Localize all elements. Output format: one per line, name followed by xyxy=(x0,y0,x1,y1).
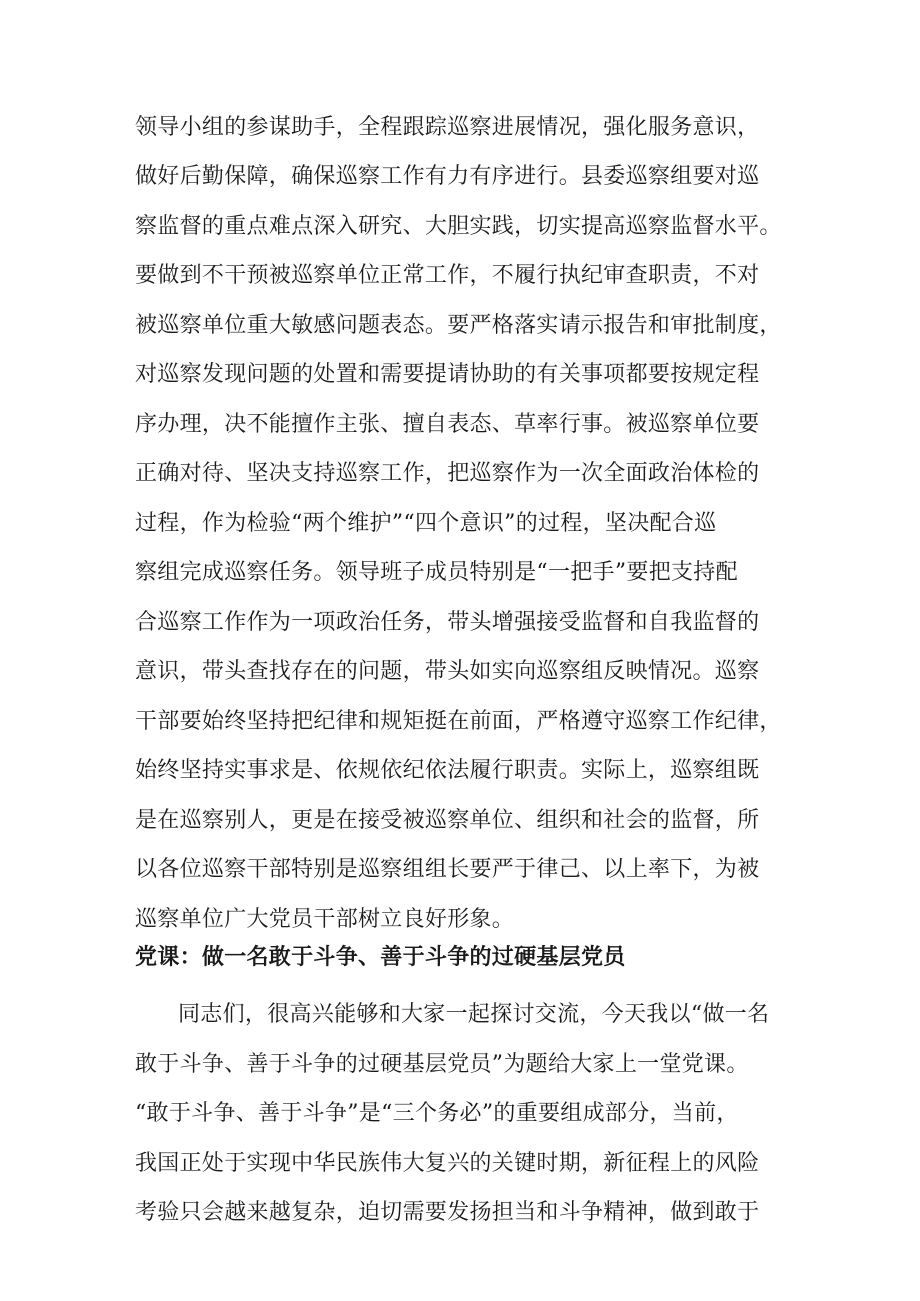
paragraph-line: 做好后勤保障，确保巡察工作有力有序进行。县委巡察组要对巡 xyxy=(135,164,760,189)
paragraph-line: 是在巡察别人，更是在接受被巡察单位、组织和社会的监督，所 xyxy=(135,808,760,833)
paragraph-line: 正确对待、坚决支持巡察工作，把巡察作为一次全面政治体检的 xyxy=(135,461,760,486)
paragraph-line: 以各位巡察干部特别是巡察组组长要严于律己、以上率下，为被 xyxy=(135,857,760,882)
paragraph-line: 巡察单位广大党员干部树立良好形象。 xyxy=(135,907,515,932)
paragraph-line: 领导小组的参谋助手，全程跟踪巡察进展情况，强化服务意识， xyxy=(135,115,760,140)
section-heading: 党课：做一名敢于斗争、善于斗争的过硬基层党员 xyxy=(135,944,626,970)
paragraph-line: “敢于斗争、善于斗争”是“三个务必”的重要组成部分，当前， xyxy=(135,1101,739,1126)
paragraph-line: 意识，带头查找存在的问题，带头如实向巡察组反映情况。巡察 xyxy=(135,659,760,684)
paragraph-line: 我国正处于实现中华民族伟大复兴的关键时期，新征程上的风险 xyxy=(135,1151,760,1176)
paragraph-line: 序办理，决不能擅作主张、擅自表态、草率行事。被巡察单位要 xyxy=(135,412,760,437)
paragraph-line: 同志们，很高兴能够和大家一起探讨交流，今天我以“做一名 xyxy=(178,1002,770,1027)
paragraph-line: 干部要始终坚持把纪律和规矩挺在前面，严格遵守巡察工作纪律， xyxy=(135,709,782,734)
paragraph-line: 察组完成巡察任务。领导班子成员特别是“一把手”要把支持配 xyxy=(135,560,738,585)
paragraph-line: 被巡察单位重大敏感问题表态。要严格落实请示报告和审批制度， xyxy=(135,313,782,338)
paragraph-line: 敢于斗争、善于斗争的过硬基层党员”为题给大家上一堂党课。 xyxy=(135,1052,749,1077)
paragraph-line: 察监督的重点难点深入研究、大胆实践，切实提高巡察监督水平。 xyxy=(135,214,782,239)
paragraph-line: 始终坚持实事求是、依规依纪依法履行职责。实际上，巡察组既 xyxy=(135,758,760,783)
paragraph-line: 要做到不干预被巡察单位正常工作，不履行执纪审查职责，不对 xyxy=(135,263,760,288)
paragraph-line: 考验只会越来越复杂，迫切需要发扬担当和斗争精神，做到敢于 xyxy=(135,1200,760,1225)
paragraph-line: 合巡察工作作为一项政治任务，带头增强接受监督和自我监督的 xyxy=(135,610,760,635)
paragraph-line: 对巡察发现问题的处置和需要提请协助的有关事项都要按规定程 xyxy=(135,362,760,387)
paragraph-line: 过程，作为检验“两个维护”“四个意识”的过程，坚决配合巡 xyxy=(135,511,717,536)
